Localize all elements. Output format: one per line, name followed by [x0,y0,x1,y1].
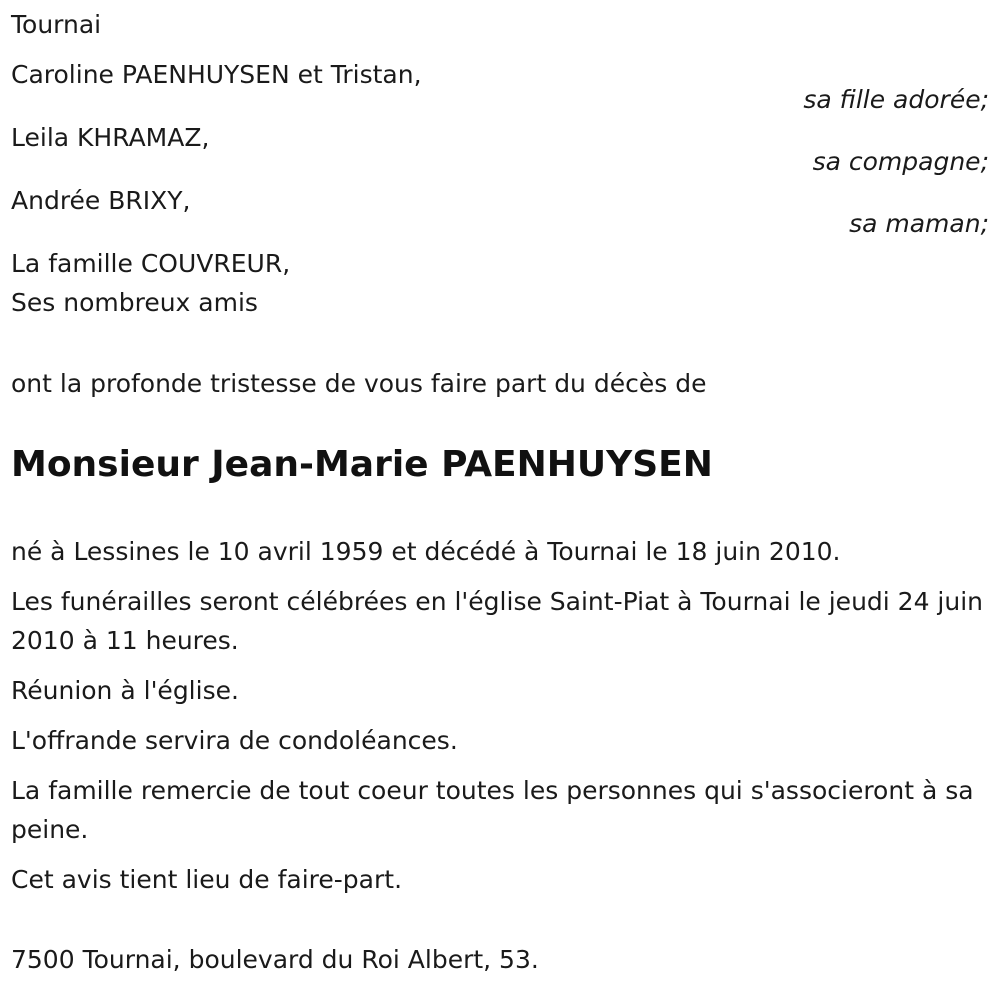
paragraph: Réunion à l'église. [11,676,239,705]
family-member-name: La famille COUVREUR, [11,249,291,278]
family-member-name: Caroline PAENHUYSEN et Tristan, [11,60,422,89]
paragraph: né à Lessines le 10 avril 1959 et décédé à Tournai le 18 juin 2010. [11,537,841,566]
announcement-text: ont la profonde tristesse de vous faire part du décès de [11,369,707,398]
family-member-name: Ses nombreux amis [11,288,258,317]
family-member-relation: sa maman; [849,209,989,238]
deceased-name: Monsieur Jean-Marie PAENHUYSEN [11,444,713,485]
family-member-relation: sa fille adorée; [803,85,989,114]
family-member-relation: sa compagne; [812,147,989,176]
paragraph: L'offrande servira de condoléances. [11,726,458,755]
family-member-name: Andrée BRIXY, [11,186,191,215]
paragraph: Cet avis tient lieu de faire-part. [11,865,403,894]
family-member-name: Leila KHRAMAZ, [11,123,210,152]
address: 7500 Tournai, boulevard du Roi Albert, 53. [11,945,539,974]
paragraph: La famille remercie de tout coeur toutes les personnes qui s'associeront à sa peine. [11,776,974,844]
location-heading: Tournai [11,10,102,39]
paragraph: Les funérailles seront célébrées en l'église Saint-Piat à Tournai le jeudi 24 juin 2010 à 11 heures. [11,587,984,655]
